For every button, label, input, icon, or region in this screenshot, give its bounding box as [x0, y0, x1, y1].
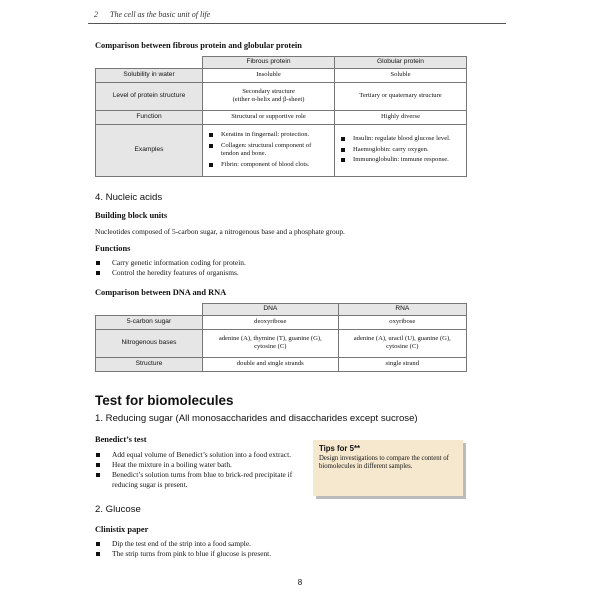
- column-header-dna: DNA: [203, 304, 339, 316]
- cell-dna-structure: double and single strands: [203, 357, 339, 371]
- cell-dna-bases: [203, 329, 339, 357]
- reducing-sugar-heading: 1. Reducing sugar (All monosaccharides and disaccharides except sucrose): [95, 413, 418, 424]
- row-label-examples: Examples: [96, 124, 203, 176]
- row-label-structure-level: Level of protein structure: [96, 82, 203, 110]
- cell-globular-examples: [335, 124, 467, 176]
- cell-dna-sugar: deoxyribose: [203, 315, 339, 329]
- cell-globular-solubility: Soluble: [335, 68, 467, 82]
- list-item: Carry genetic information coding for protein.: [95, 258, 246, 268]
- list-item: Collagen: structural component of tendon and bone.: [207, 142, 330, 159]
- list-item: Fibrin: component of blood clots.: [207, 161, 330, 170]
- cell-rna-sugar: oxyribose: [338, 315, 466, 329]
- protein-table-heading: Comparison between fibrous protein and globular protein: [95, 41, 302, 50]
- cell-fibrous-function: Structural or supportive role: [203, 110, 335, 124]
- row-label-sugar: 5-carbon sugar: [96, 315, 203, 329]
- column-header-rna: RNA: [338, 304, 466, 316]
- list-item: Control the heredity features of organisms.: [95, 268, 246, 278]
- header-rule: [88, 23, 506, 24]
- building-block-text: Nucleotides composed of 5-carbon sugar, a nitrogenous base and a phosphate group.: [95, 227, 345, 236]
- list-item: Immunoglobulin: immune response.: [339, 156, 462, 165]
- cell-fibrous-examples: [203, 124, 335, 176]
- list-item: Keratins in fingernail: protection.: [207, 131, 330, 140]
- functions-title: Functions: [95, 244, 131, 253]
- glucose-heading: 2. Glucose: [95, 504, 141, 515]
- table-corner: [96, 304, 203, 316]
- cell-line: (either α-helix and β-sheet): [232, 96, 305, 104]
- cell-fibrous-structure-level: [203, 82, 335, 110]
- list-item: The strip turns from pink to blue if glucose is present.: [95, 549, 271, 559]
- list-item: Haemoglobin: carry oxygen.: [339, 146, 462, 155]
- header-chapter-title: The cell as the basic unit of life: [110, 10, 211, 19]
- cell-rna-structure: single strand: [338, 357, 466, 371]
- tips-box: [313, 440, 463, 496]
- row-label-function: Function: [96, 110, 203, 124]
- list-item: Dip the test end of the strip into a food sample.: [95, 539, 271, 549]
- cell-line: cytosine (C): [254, 343, 287, 351]
- table-corner: [96, 57, 203, 69]
- column-header-fibrous: Fibrous protein: [203, 57, 335, 69]
- tips-title: Tips for 5**: [319, 444, 361, 453]
- benedict-title: Benedict’s test: [95, 435, 147, 444]
- protein-comparison-table: [95, 56, 467, 177]
- column-header-globular: Globular protein: [335, 57, 467, 69]
- list-item: Benedict’s solution turns from blue to brick-red precipitate if reducing sugar is present.: [95, 470, 303, 490]
- list-item: Add equal volume of Benedict’s solution into a food extract.: [95, 450, 303, 460]
- list-item: Insulin: regulate blood glucose level.: [339, 135, 462, 144]
- building-block-title: Building block units: [95, 211, 168, 220]
- dna-rna-table: [95, 303, 467, 372]
- benedict-steps: [95, 450, 303, 490]
- functions-list: [95, 258, 246, 278]
- clinistix-steps: [95, 539, 271, 559]
- cell-rna-bases: [338, 329, 466, 357]
- cell-line: adenine (A), uracil (U), guanine (G),: [353, 334, 451, 342]
- cell-line: adenine (A), thymine (T), guanine (G),: [218, 334, 322, 342]
- dna-table-heading: Comparison between DNA and RNA: [95, 288, 227, 297]
- running-header: [94, 10, 504, 19]
- clinistix-title: Clinistix paper: [95, 525, 149, 534]
- tests-title: Test for biomolecules: [95, 393, 234, 408]
- header-page-number: 2: [94, 10, 98, 19]
- row-label-structure: Structure: [96, 357, 203, 371]
- cell-globular-function: Highly diverse: [335, 110, 467, 124]
- row-label-bases: Nitrogenous bases: [96, 329, 203, 357]
- cell-globular-structure-level: Tertiary or quaternary structure: [335, 82, 467, 110]
- cell-line: cytosine (C): [386, 343, 419, 351]
- page-number: 8: [297, 578, 303, 587]
- row-label-solubility: Solubility in water: [96, 68, 203, 82]
- tips-text: Design investigations to compare the content of biomolecules in different samples.: [319, 455, 449, 471]
- nucleic-acids-heading: 4. Nucleic acids: [95, 192, 163, 203]
- list-item: Heat the mixture in a boiling water bath.: [95, 460, 303, 470]
- cell-line: Secondary structure: [242, 87, 295, 95]
- cell-fibrous-solubility: Insoluble: [203, 68, 335, 82]
